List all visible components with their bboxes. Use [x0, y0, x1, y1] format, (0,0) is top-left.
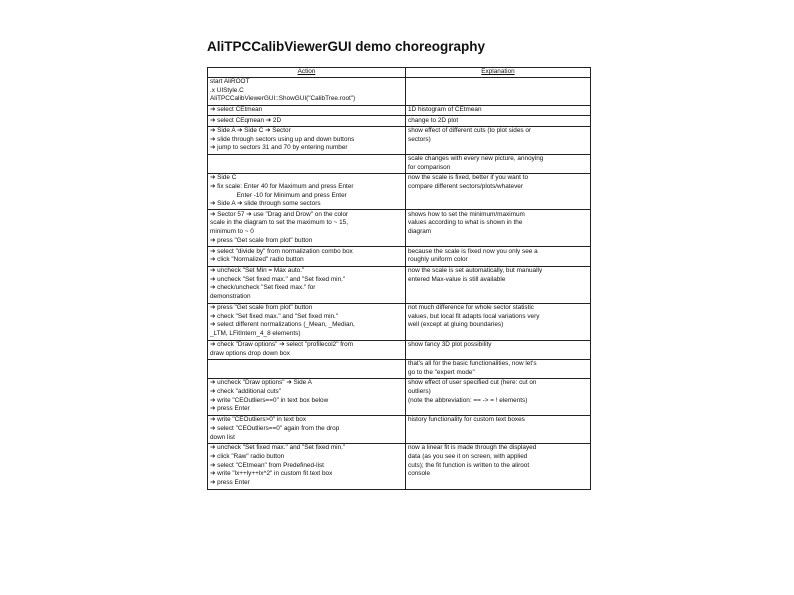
explanation-cell	[406, 173, 591, 209]
explanation-line: shows how to set the minimum/maximum	[408, 210, 525, 218]
explanation-line: now the scale is fixed, better if you want to	[408, 174, 529, 182]
action-line: ➔ press "Get scale from plot" button	[210, 304, 313, 312]
action-line: ➔ select different normalizations (_Mean, _Median,	[210, 321, 355, 329]
explanation-line: scale changes with every new picture, annoying	[408, 155, 544, 163]
action-line: ➔ check "additional cuts"	[210, 388, 281, 395]
explanation-line: 1D histogram of CEtmean	[408, 106, 482, 114]
action-cell	[208, 415, 406, 443]
action-line: ➔ jump to sectors 31 and 70 by entering number	[210, 144, 348, 152]
table-row	[208, 359, 591, 378]
explanation-line: go to the "expert mode"	[408, 368, 475, 376]
action-line: down list	[210, 433, 235, 441]
action-line: AliTPCCalibViewerGUI::ShowGUI("CalibTree.root")	[210, 95, 356, 103]
action-cell	[208, 77, 406, 105]
explanation-line: outliers)	[408, 388, 431, 395]
action-line: ➔ uncheck "Set fixed max." and "Set fixed min."	[210, 444, 346, 452]
action-cell	[208, 154, 406, 173]
action-line: ➔ uncheck "Draw options" ➔ Side A	[210, 379, 312, 387]
explanation-line: show effect of user specified cut (here: cut on	[408, 379, 537, 387]
explanation-cell	[406, 266, 591, 303]
action-line: scale in the diagram to set the maximum to ~ 15,	[210, 219, 348, 227]
explanation-line: well (except at gluing boundaries)	[408, 321, 504, 329]
explanation-line: not much difference for whole sector statistic	[408, 304, 534, 312]
explanation-line: diagram	[408, 228, 432, 236]
table-row	[208, 173, 591, 209]
explanation-line: entered Max-value is still available	[408, 275, 506, 283]
action-cell	[208, 210, 406, 247]
explanation-line: history functionality for custom text boxes	[408, 416, 525, 424]
explanation-cell	[406, 247, 591, 266]
explanation-cell	[406, 378, 591, 415]
action-cell	[208, 443, 406, 489]
explanation-line: for comparison	[408, 163, 451, 171]
explanation-line: sectors)	[408, 135, 431, 143]
table-row	[208, 116, 591, 127]
action-cell	[208, 247, 406, 266]
table-row	[208, 266, 591, 303]
table-row	[208, 105, 591, 116]
explanation-line: cuts); the fit function is written to the aliroot	[408, 461, 530, 469]
action-line: ➔ Side C	[210, 174, 237, 182]
action-line: ➔ check/uncheck "Set fixed max." for	[210, 284, 316, 292]
action-line: ➔ press Enter	[210, 478, 250, 486]
action-cell	[208, 126, 406, 154]
action-cell	[208, 359, 406, 378]
action-line: ➔ select "divide by" from normalization combo box	[210, 247, 353, 255]
action-line: ➔ select CEtmean	[210, 106, 263, 114]
table-row	[208, 126, 591, 154]
action-line: ➔ press "Get scale from plot" button	[210, 236, 313, 244]
explanation-line: roughly uniform color	[408, 256, 468, 264]
explanation-cell	[406, 126, 591, 154]
table-row	[208, 303, 591, 340]
explanation-line: (note the abbreviation: == -> = ! elements)	[408, 396, 528, 404]
action-line: _LTM, LFitIntern_4_8 elements)	[210, 329, 301, 337]
table-row	[208, 443, 591, 489]
action-line: ➔ write "lx++ly++lx^2" in custom fit text box	[210, 470, 333, 478]
explanation-line: now a linear fit is made through the displayed	[408, 444, 537, 452]
explanation-cell	[406, 340, 591, 359]
action-line: .x UIStyle.C	[210, 86, 244, 94]
explanation-line: that's all for the basic functionalities, now let's	[408, 360, 537, 368]
explanation-line: values according to what is shown in the	[408, 219, 523, 227]
table-header-row	[208, 68, 591, 78]
action-line: ➔ check "Draw options" ➔ select "profilecol2" from	[210, 341, 354, 349]
action-line: ➔ Side A ➔ Side C ➔ Sector	[210, 127, 291, 135]
action-line: ➔ Side A ➔ slide through some sectors	[210, 200, 321, 208]
action-line: Enter -10 for Minimum and press Enter	[210, 191, 347, 199]
action-line: ➔ write "CEOutliers>0" in text box	[210, 416, 307, 424]
action-line: draw options drop down box	[210, 349, 290, 357]
explanation-line: console	[408, 470, 431, 478]
page-title: AliTPCCalibViewerGUI demo choreography	[207, 39, 486, 54]
explanation-line: now the scale is set automatically, but manually	[408, 267, 543, 275]
explanation-line: show fancy 3D plot possibility	[408, 341, 492, 349]
choreography-table	[207, 67, 591, 490]
table-row	[208, 415, 591, 443]
table-row	[208, 210, 591, 247]
action-line: ➔ press Enter	[210, 405, 250, 413]
action-cell	[208, 173, 406, 209]
action-line: start AliROOT	[210, 78, 250, 86]
action-line: ➔ select "CEOutliers==0" again from the drop	[210, 425, 340, 432]
action-cell	[208, 266, 406, 303]
action-line: ➔ Sector 57 ➔ use "Drag and Drow" on the color	[210, 210, 349, 218]
table-row	[208, 77, 591, 105]
header-action: Action	[208, 68, 406, 78]
explanation-cell	[406, 303, 591, 340]
explanation-cell	[406, 154, 591, 173]
action-line: ➔ uncheck "Set fixed max." and "Set fixed min."	[210, 275, 346, 283]
header-explanation: Explanation	[406, 68, 591, 78]
explanation-line: values, but local fit adapts local variations very	[408, 312, 540, 320]
action-cell	[208, 378, 406, 415]
explanation-line: compare different sectors/plots/whatever	[408, 183, 523, 191]
action-line: ➔ write "CEOutliers==0" in text box below	[210, 396, 329, 404]
action-line: ➔ click "Raw" radio button	[210, 453, 285, 460]
action-cell	[208, 116, 406, 127]
table-row	[208, 378, 591, 415]
explanation-cell	[406, 116, 591, 127]
table-row	[208, 247, 591, 266]
action-line: ➔ slide through sectors using up and down buttons	[210, 135, 355, 143]
action-cell	[208, 105, 406, 116]
explanation-line: show effect of different cuts (to plot sides or	[408, 127, 532, 135]
action-line: demonstration	[210, 292, 251, 300]
action-line: ➔ click "Normalized" radio button	[210, 256, 304, 264]
action-line: ➔ uncheck "Set Min = Max auto."	[210, 267, 305, 275]
explanation-line: data (as you see it on screen, with applied	[408, 453, 528, 460]
explanation-cell	[406, 210, 591, 247]
explanation-cell	[406, 443, 591, 489]
action-line: minimum to ~ 0	[210, 228, 254, 236]
action-cell	[208, 303, 406, 340]
table-row	[208, 154, 591, 173]
action-line: ➔ check "Set fixed max." and "Set fixed min."	[210, 312, 339, 320]
action-line: ➔ select "CEtmean" from Predefined-list	[210, 461, 324, 469]
action-line: ➔ fix scale: Enter 40 for Maximum and press Enter	[210, 183, 354, 191]
action-cell	[208, 340, 406, 359]
explanation-cell	[406, 359, 591, 378]
explanation-line: because the scale is fixed now you only see a	[408, 247, 538, 255]
explanation-cell	[406, 77, 591, 105]
explanation-cell	[406, 105, 591, 116]
table-row	[208, 340, 591, 359]
explanation-cell	[406, 415, 591, 443]
explanation-line: change to 2D plot	[408, 116, 459, 124]
action-line: ➔ select CEqmean ➔ 2D	[210, 116, 282, 124]
